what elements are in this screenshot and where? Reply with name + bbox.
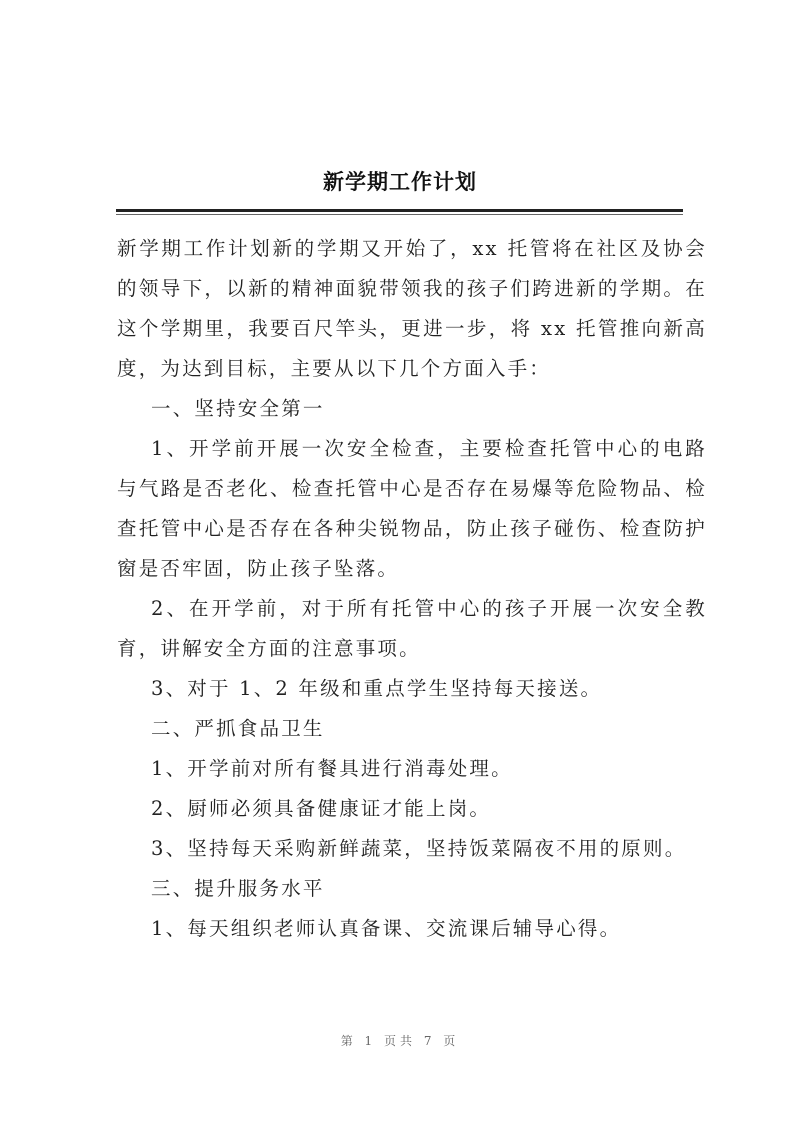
food-item-2: 2、厨师必须具备健康证才能上岗。 xyxy=(151,797,492,820)
safety-item-3: 3、对于 1、2 年级和重点学生坚持每天接送。 xyxy=(151,677,603,700)
document-title: 新学期工作计划 xyxy=(323,169,477,194)
title-divider-thick xyxy=(116,209,683,212)
page-footer: 第 1 页共 7 页 xyxy=(340,1034,460,1048)
safety-item-2: 2、在开学前，对于所有托管中心的孩子开展一次安全教育，讲解安全方面的注意事项。 xyxy=(117,597,707,660)
section-heading-food: 二、严抓食品卫生 xyxy=(151,717,325,740)
food-item-1: 1、开学前对所有餐具进行消毒处理。 xyxy=(151,757,513,780)
food-item-3: 3、坚持每天采购新鲜蔬菜，坚持饭菜隔夜不用的原则。 xyxy=(151,837,687,860)
intro-paragraph: 新学期工作计划新的学期又开始了，xx 托管将在社区及协会的领导下，以新的精神面貌带领我的孩子们跨进新的学期。在这个学期里，我要百尺竿头，更进一步，将 xx 托管推向新高度，为达到目标，主要从以下几个方面入手： xyxy=(117,237,707,380)
section-heading-service: 三、提升服务水平 xyxy=(151,877,325,900)
section-heading-safety: 一、坚持安全第一 xyxy=(151,397,325,420)
service-item-1: 1、每天组织老师认真备课、交流课后辅导心得。 xyxy=(151,917,622,940)
safety-item-1: 1、开学前开展一次安全检查，主要检查托管中心的电路与气路是否老化、检查托管中心是否存在易爆等危险物品、检查托管中心是否存在各种尖锐物品，防止孩子碰伤、检查防护窗是否牢固，防止孩子坠落。 xyxy=(117,437,707,580)
title-divider-thin xyxy=(116,214,683,215)
document-body xyxy=(117,229,707,949)
